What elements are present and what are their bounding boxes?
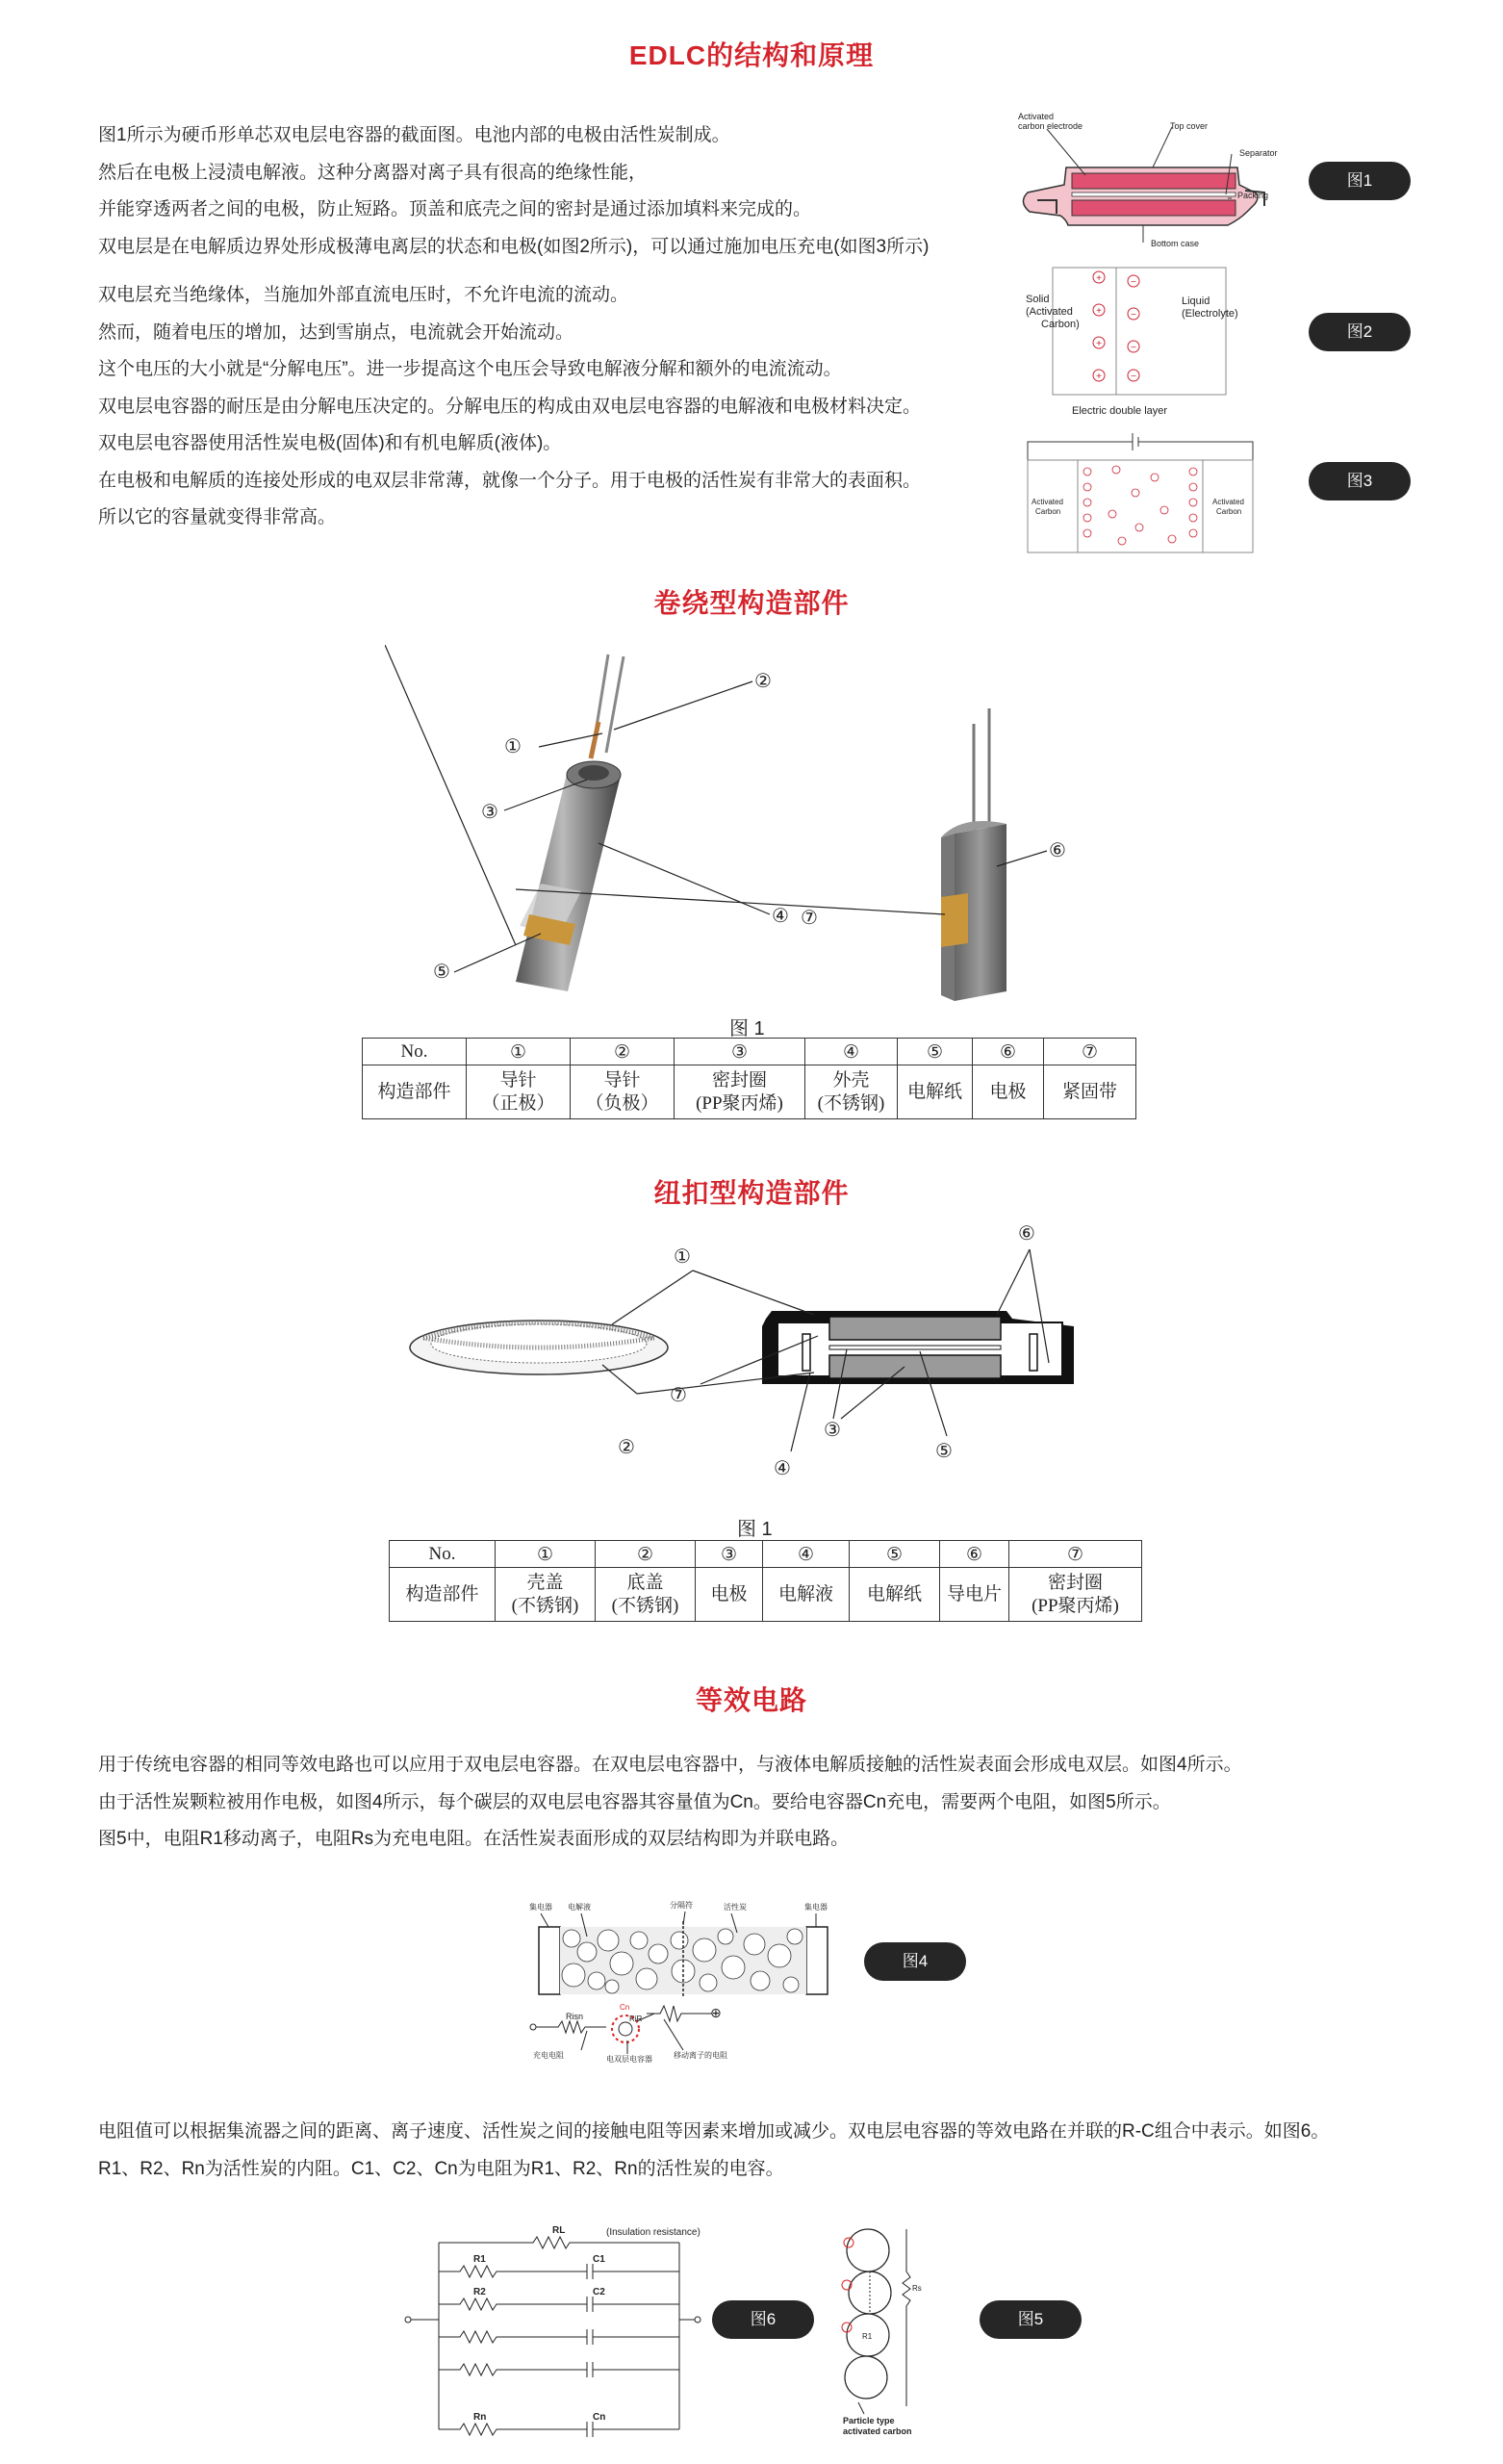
section-title-circuit: 等效电路 xyxy=(695,1685,807,1715)
label-cn: Cn xyxy=(593,2412,606,2423)
svg-text:−: − xyxy=(1131,343,1136,353)
intro-paragraph-2 xyxy=(98,277,921,537)
table-header-cell: ④ xyxy=(805,1039,898,1065)
section-title-wound: 卷绕型构造部件 xyxy=(653,588,850,618)
svg-text:−: − xyxy=(1131,372,1136,382)
text-line: 双电层是在电解质边界处形成极薄电离层的状态和电极(如图2所示)，可以通过施加电压充电(如图3所示) xyxy=(98,236,930,257)
table-cell: 底盖 (不锈钢) xyxy=(596,1568,696,1622)
callout-6: ⑥ xyxy=(1018,1223,1035,1245)
table-row-label: 构造部件 xyxy=(363,1065,467,1119)
label-c2: C2 xyxy=(593,2287,605,2297)
section-title-button: 纽扣型构造部件 xyxy=(653,1178,850,1208)
wound-capacitor-illustration xyxy=(385,645,1155,1030)
label-r1: R1 xyxy=(473,2254,486,2265)
callout-3: ③ xyxy=(481,802,498,823)
label-carbon: 活性炭 xyxy=(724,1903,747,1912)
label-top-cover: Top cover xyxy=(1170,121,1209,131)
callout-1: ① xyxy=(674,1246,691,1268)
button-capacitor-illustration xyxy=(395,1222,1145,1502)
table-header-cell: ⑦ xyxy=(1044,1039,1136,1065)
table-row-label: 构造部件 xyxy=(390,1568,496,1622)
table-header-cell: ⑥ xyxy=(940,1541,1009,1568)
particle-model-diagram xyxy=(520,1886,847,2079)
svg-text:+: + xyxy=(1096,339,1102,349)
text-line: 电阻值可以根据集流器之间的距离、离子速度、活性炭之间的接触电阻等因素来增加或减少。双电层电容器的等效电路在并联的R-C组合中表示。如图6。 xyxy=(98,2121,1330,2142)
table-header-cell: ① xyxy=(467,1039,571,1065)
intro-paragraph-1 xyxy=(98,117,929,266)
text-line: 这个电压的大小就是“分解电压”。进一步提高这个电压会导致电解液分解和额外的电流流动。 xyxy=(98,359,842,379)
circuit-paragraph-2 xyxy=(98,2114,1329,2188)
wound-figure-caption: 图 1 xyxy=(729,1018,765,1040)
table-header-cell: ① xyxy=(496,1541,596,1568)
button-parts-table xyxy=(389,1540,1142,1622)
label-charge-resistor: 充电电阻 xyxy=(533,2051,564,2060)
table-header-row xyxy=(390,1541,1142,1568)
label-ion-resistor: 移动离子的电阻 xyxy=(674,2051,727,2060)
callout-2: ② xyxy=(618,1437,635,1458)
label-double-layer: Electric double layer xyxy=(1072,405,1168,417)
text-line: 然而，随着电压的增加，达到雪崩点，电流就会开始流动。 xyxy=(98,321,574,343)
text-line: 由于活性炭颗粒被用作电极，如图4所示，每个碳层的双电层电容器其容量值为Cn。要给电容器Cn充电，需要两个电阻，如图5所示。 xyxy=(98,1791,1171,1812)
fig4-pill: 图4 xyxy=(864,1942,966,1981)
button-figure-caption: 图 1 xyxy=(737,1519,773,1540)
table-cell: 壳盖 (不锈钢) xyxy=(496,1568,596,1622)
label-rir: RiR xyxy=(629,2015,643,2023)
table-cell: 外壳 (不锈钢) xyxy=(805,1065,898,1119)
table-header-cell: ⑦ xyxy=(1009,1541,1142,1568)
label-solid: Solid (Activated Carbon) xyxy=(1026,294,1080,330)
label-collector-right: 集电器 xyxy=(804,1903,828,1912)
table-cell: 密封圈 (PP聚丙烯) xyxy=(675,1065,805,1119)
callout-5: ⑤ xyxy=(433,962,450,983)
circuit-paragraph-1 xyxy=(98,1747,1242,1859)
label-c1: C1 xyxy=(593,2254,605,2265)
table-cell: 电极 xyxy=(696,1568,763,1622)
fig2-pill: 图2 xyxy=(1309,313,1411,351)
text-line: 在电极和电解质的连接处形成的电双层非常薄，就像一个分子。用于电极的活性炭有非常大的表面积。 xyxy=(98,470,922,491)
svg-text:−: − xyxy=(1131,310,1136,321)
label-separator: 分隔符 xyxy=(670,1901,693,1910)
table-header-cell: ⑤ xyxy=(898,1039,973,1065)
label-packing: Packing xyxy=(1237,191,1269,200)
callout-7: ⑦ xyxy=(801,908,818,929)
table-header-cell: ② xyxy=(596,1541,696,1568)
callout-4: ④ xyxy=(772,906,789,927)
label-risn: Risn xyxy=(566,2012,584,2021)
label-bottom-case: Bottom case xyxy=(1151,239,1200,248)
table-cell: 电解纸 xyxy=(898,1065,973,1119)
table-header-cell: ③ xyxy=(696,1541,763,1568)
table-cell: 紧固带 xyxy=(1044,1065,1136,1119)
text-line: R1、R2、Rn为活性炭的内阻。C1、C2、Cn为电阻为R1、R2、Rn的活性炭的电容。 xyxy=(98,2158,784,2179)
coin-cell-diagram xyxy=(1008,108,1297,252)
text-line: 双电层电容器使用活性炭电极(固体)和有机电解质(液体)。 xyxy=(98,433,562,453)
callout-3: ③ xyxy=(824,1420,841,1441)
rc-ladder-circuit xyxy=(400,2214,727,2445)
callout-4: ④ xyxy=(774,1458,791,1479)
label-electrolyte: 电解液 xyxy=(568,1903,591,1912)
text-line: 所以它的容量就变得非常高。 xyxy=(98,507,337,527)
label-collector-left: 集电器 xyxy=(529,1903,552,1912)
table-header-cell: ⑤ xyxy=(850,1541,940,1568)
svg-text:+: + xyxy=(1096,273,1102,284)
label-r2: R2 xyxy=(473,2287,486,2297)
text-line: 然后在电极上浸渍电解液。这种分离器对离子具有很高的绝缘性能， xyxy=(98,162,648,183)
callout-6: ⑥ xyxy=(1049,840,1066,861)
table-cell: 导针 （正极） xyxy=(467,1065,571,1119)
table-header-cell: No. xyxy=(390,1541,496,1568)
callout-5: ⑤ xyxy=(935,1441,953,1462)
text-line: 双电层电容器的耐压是由分解电压决定的。分解电压的构成由双电层电容器的电解液和电极材料决定。 xyxy=(98,396,922,417)
text-line: 图5中，电阻R1移动离子，电阻Rs为充电电阻。在活性炭表面形成的双层结构即为并联电路。 xyxy=(98,1829,850,1849)
table-cell: 导针 （负极） xyxy=(571,1065,675,1119)
svg-text:+: + xyxy=(1096,372,1102,382)
table-cell: 电解液 xyxy=(763,1568,850,1622)
fig1-pill: 图1 xyxy=(1309,162,1411,200)
label-edl-capacitor: 电双层电容器 xyxy=(606,2055,652,2064)
table-header-cell: No. xyxy=(363,1039,467,1065)
wound-parts-table xyxy=(362,1038,1136,1119)
label-electrode: Activated carbon electrode xyxy=(1018,112,1083,131)
label-separator: Separator xyxy=(1239,148,1278,158)
double-layer-diagram xyxy=(1020,260,1270,424)
charging-diagram xyxy=(1020,431,1261,556)
fig3-pill: 图3 xyxy=(1309,462,1411,500)
table-cell: 导电片 xyxy=(940,1568,1009,1622)
svg-text:−: − xyxy=(1131,277,1136,288)
table-cell: 电极 xyxy=(973,1065,1044,1119)
label-liquid: Liquid (Electrolyte) xyxy=(1182,295,1238,320)
particle-chain-diagram xyxy=(828,2214,943,2445)
label-cn: Cn xyxy=(620,2003,630,2012)
table-row xyxy=(390,1568,1142,1622)
table-row xyxy=(363,1065,1136,1119)
callout-2: ② xyxy=(754,671,772,692)
table-cell: 电解纸 xyxy=(850,1568,940,1622)
svg-text:+: + xyxy=(1096,306,1102,317)
fig5-pill: 图5 xyxy=(980,2300,1082,2339)
label-rn: Rn xyxy=(473,2412,487,2423)
table-header-cell: ② xyxy=(571,1039,675,1065)
table-cell: 密封圈 (PP聚丙烯) xyxy=(1009,1568,1142,1622)
label-r1: R1 xyxy=(862,2332,873,2341)
label-carbon-right: Activated Carbon xyxy=(1212,498,1244,516)
label-particle-carbon: Particle type activated carbon xyxy=(843,2416,912,2436)
table-header-cell: ④ xyxy=(763,1541,850,1568)
svg-text:⊕: ⊕ xyxy=(710,2005,722,2020)
text-line: 双电层充当绝缘体，当施加外部直流电压时，不允许电流的流动。 xyxy=(98,285,629,305)
text-line: 图1所示为硬币形单芯双电层电容器的截面图。电池内部的电极由活性炭制成。 xyxy=(98,125,730,145)
table-header-cell: ⑥ xyxy=(973,1039,1044,1065)
section-title-edlc: EDLC的结构和原理 xyxy=(628,40,875,70)
label-rl: RL xyxy=(552,2225,566,2236)
label-rs: Rs xyxy=(912,2284,922,2293)
callout-7: ⑦ xyxy=(670,1385,687,1406)
label-insulation: (Insulation resistance) xyxy=(606,2227,701,2238)
table-header-cell: ③ xyxy=(675,1039,805,1065)
label-carbon-left: Activated Carbon xyxy=(1032,498,1063,516)
text-line: 并能穿透两者之间的电极，防止短路。顶盖和底壳之间的密封是通过添加填料来完成的。 xyxy=(98,199,812,219)
callout-1: ① xyxy=(504,736,522,757)
text-line: 用于传统电容器的相同等效电路也可以应用于双电层电容器。在双电层电容器中，与液体电解质接触的活性炭表面会形成电双层。如图4所示。 xyxy=(98,1755,1242,1775)
table-header-row xyxy=(363,1039,1136,1065)
fig6-pill: 图6 xyxy=(712,2300,814,2339)
